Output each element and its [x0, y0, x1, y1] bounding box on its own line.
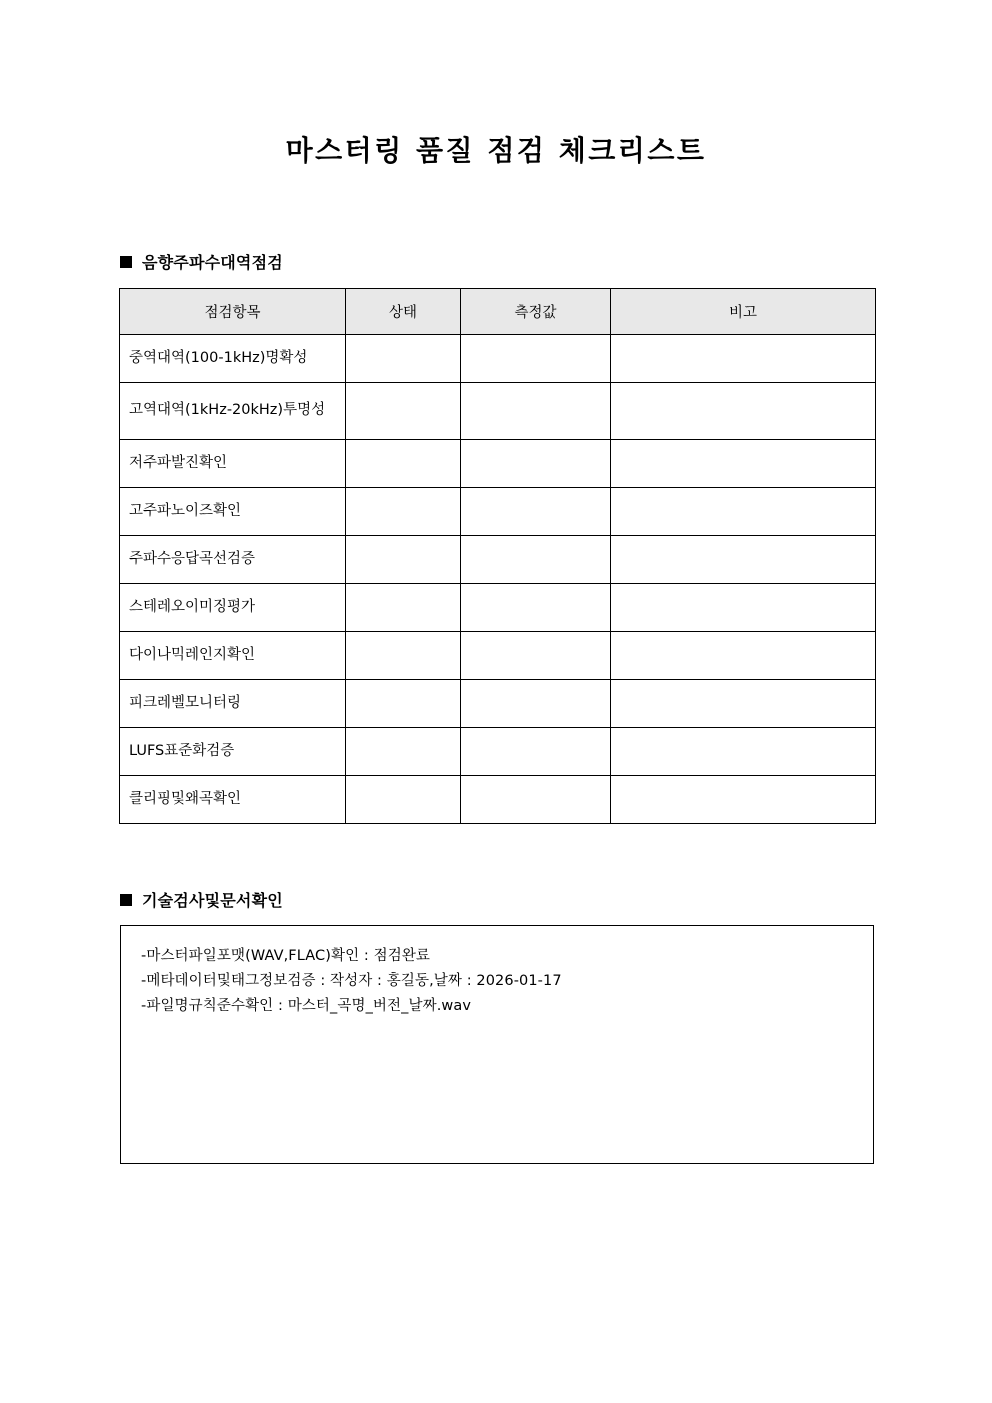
cell-note[interactable] [611, 584, 876, 632]
table-row [120, 335, 876, 383]
cell-value[interactable] [461, 632, 611, 680]
cell-item: 고역대역(1kHz-20kHz)투명성 [120, 383, 346, 440]
table-row [120, 584, 876, 632]
cell-item: 스테레오이미징평가 [120, 584, 346, 632]
cell-note[interactable] [611, 776, 876, 824]
note-line: -마스터파일포맷(WAV,FLAC)확인 : 점검완료 [141, 948, 431, 964]
column-header-value: 측정값 [461, 289, 611, 335]
cell-status[interactable] [346, 584, 461, 632]
cell-value[interactable] [461, 440, 611, 488]
acoustic-frequency-check-table [119, 288, 876, 824]
note-line: -메타데이터및태그정보검증 : 작성자 : 홍길동,날짜 : 2026-01-17 [141, 973, 562, 989]
cell-item: 중역대역(100-1kHz)명확성 [120, 335, 346, 383]
filled-square-bullet-icon [120, 256, 132, 268]
cell-status[interactable] [346, 440, 461, 488]
cell-value[interactable] [461, 488, 611, 536]
cell-item: 클리핑및왜곡확인 [120, 776, 346, 824]
cell-note[interactable] [611, 335, 876, 383]
cell-note[interactable] [611, 680, 876, 728]
cell-value[interactable] [461, 680, 611, 728]
cell-note[interactable] [611, 728, 876, 776]
table-row [120, 488, 876, 536]
cell-note[interactable] [611, 440, 876, 488]
cell-status[interactable] [346, 536, 461, 584]
column-header-note: 비고 [611, 289, 876, 335]
cell-item: 주파수응답곡선검증 [120, 536, 346, 584]
technical-inspection-notes-box[interactable] [120, 925, 874, 1164]
cell-note[interactable] [611, 536, 876, 584]
filled-square-bullet-icon [120, 894, 132, 906]
note-line: -파일명규칙준수확인 : 마스터_곡명_버전_날짜.wav [141, 998, 472, 1014]
cell-status[interactable] [346, 335, 461, 383]
section-heading-acoustic-label: 음향주파수대역점검 [142, 253, 283, 272]
cell-status[interactable] [346, 383, 461, 440]
cell-status[interactable] [346, 632, 461, 680]
table-row [120, 680, 876, 728]
cell-status[interactable] [346, 680, 461, 728]
cell-value[interactable] [461, 584, 611, 632]
column-header-status: 상태 [346, 289, 461, 335]
cell-value[interactable] [461, 776, 611, 824]
table-row [120, 632, 876, 680]
section-heading-technical-label: 기술검사및문서확인 [142, 891, 283, 910]
table-row [120, 536, 876, 584]
cell-status[interactable] [346, 488, 461, 536]
cell-status[interactable] [346, 776, 461, 824]
cell-value[interactable] [461, 335, 611, 383]
cell-item: LUFS표준화검증 [120, 728, 346, 776]
cell-item: 피크레벨모니터링 [120, 680, 346, 728]
page-title: 마스터링 품질 점검 체크리스트 [285, 134, 707, 167]
cell-value[interactable] [461, 728, 611, 776]
cell-status[interactable] [346, 728, 461, 776]
cell-item: 고주파노이즈확인 [120, 488, 346, 536]
table-row [120, 440, 876, 488]
cell-value[interactable] [461, 536, 611, 584]
cell-item: 저주파발진확인 [120, 440, 346, 488]
section-heading-acoustic [120, 250, 283, 273]
column-header-item: 점검항목 [120, 289, 346, 335]
cell-note[interactable] [611, 488, 876, 536]
cell-value[interactable] [461, 383, 611, 440]
table-row [120, 776, 876, 824]
section-heading-technical [120, 888, 283, 911]
cell-note[interactable] [611, 632, 876, 680]
cell-note[interactable] [611, 383, 876, 440]
table-row [120, 728, 876, 776]
cell-item: 다이나믹레인지확인 [120, 632, 346, 680]
table-row [120, 383, 876, 440]
table-header-row [120, 289, 876, 335]
